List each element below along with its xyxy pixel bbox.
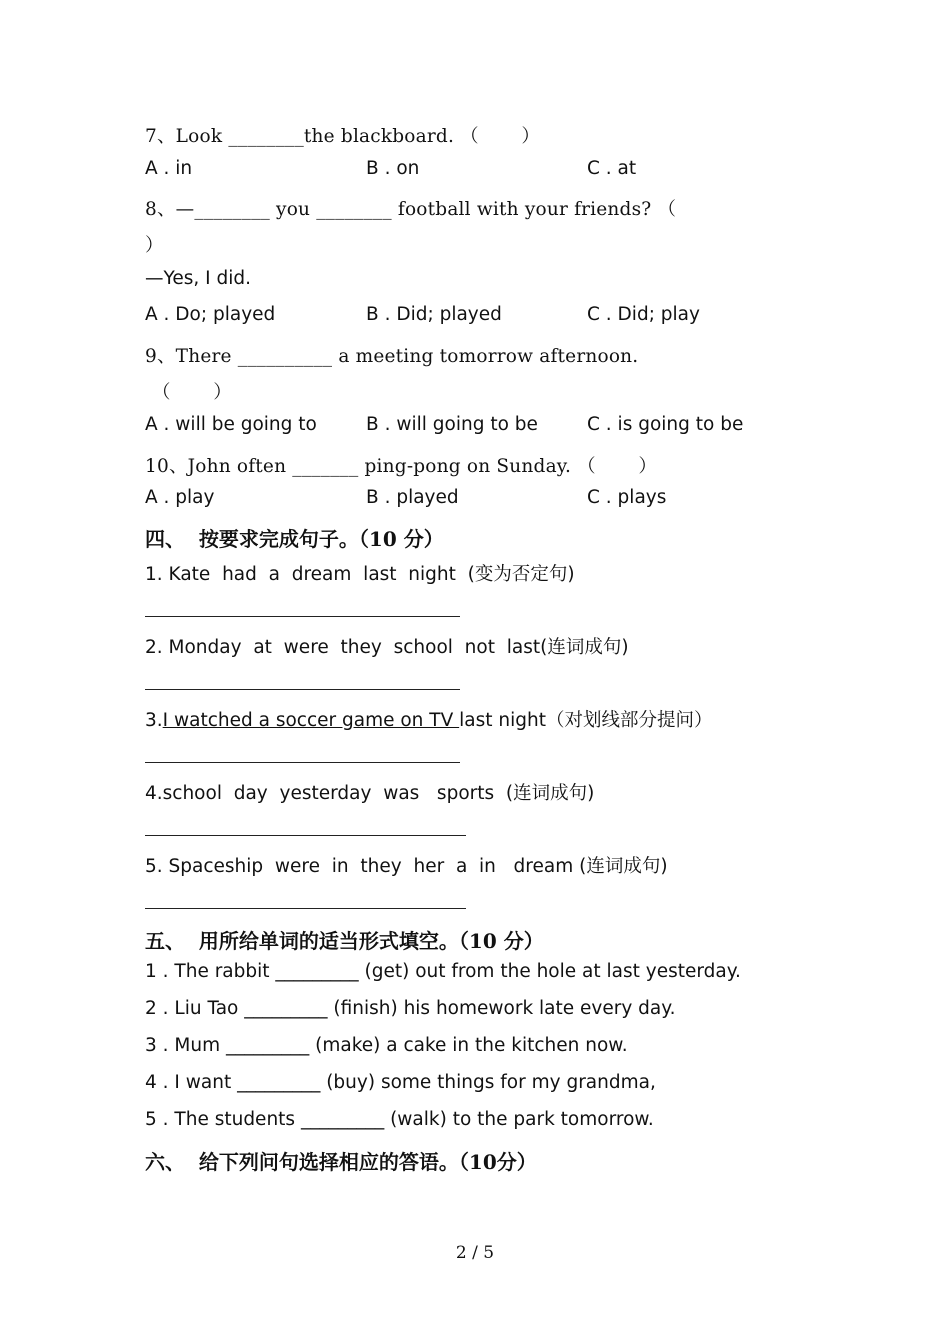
question-10-option-b: B . played [366, 487, 459, 508]
question-8-option-b: B . Did; played [366, 304, 502, 325]
question-8-reply: —Yes, I did. [145, 268, 251, 289]
section-4-item-3-prefix: 3. [145, 710, 163, 731]
section-4-item-3-suffix: last night（对划线部分提问） [459, 710, 713, 731]
question-10-stem: 10、John often _______ ping-pong on Sunday. （ ） [145, 456, 658, 477]
page-number: 2 / 5 [455, 1243, 495, 1263]
answer-line-1 [145, 616, 460, 617]
question-8-option-a: A . Do; played [145, 304, 276, 325]
section-4-item-2: 2. Monday at were they school not last(连词成句) [145, 637, 629, 658]
section-5-title: 五、 用所给单词的适当形式填空。（10 分） [145, 929, 544, 953]
section-6-title: 六、 给下列问句选择相应的答语。（10分） [145, 1150, 537, 1174]
section-5-item-2: 2 . Liu Tao _________ (finish) his homework late every day. [145, 998, 676, 1019]
question-9-stem-continued: （ ） [152, 382, 232, 403]
question-9-option-a: A . will be going to [145, 414, 317, 435]
question-9-option-b: B . will going to be [366, 414, 538, 435]
question-8-stem-continued: ） [145, 235, 164, 256]
answer-line-2 [145, 689, 460, 690]
answer-line-5 [145, 908, 466, 909]
section-5-item-1: 1 . The rabbit _________ (get) out from the hole at last yesterday. [145, 961, 741, 982]
question-8-stem: 8、—________ you ________ football with your friends? （ [145, 199, 677, 220]
question-7-option-c: C . at [587, 158, 637, 179]
answer-line-3 [145, 762, 460, 763]
question-9-option-c: C . is going to be [587, 414, 744, 435]
section-4-item-4: 4.school day yesterday was sports (连词成句) [145, 783, 595, 804]
section-4-item-5: 5. Spaceship were in they her a in dream (连词成句) [145, 856, 668, 877]
section-4-item-3-underlined: I watched a soccer game on TV [162, 710, 460, 731]
section-5-item-4: 4 . I want _________ (buy) some things for my grandma, [145, 1072, 656, 1093]
section-5-item-5: 5 . The students _________ (walk) to the park tomorrow. [145, 1109, 654, 1130]
question-7-option-a: A . in [145, 158, 193, 179]
answer-line-4 [145, 835, 466, 836]
question-7-stem: 7、Look ________the blackboard. （ ） [145, 126, 541, 147]
question-10-option-c: C . plays [587, 487, 667, 508]
section-5-item-3: 3 . Mum _________ (make) a cake in the kitchen now. [145, 1035, 628, 1056]
section-4-item-1: 1. Kate had a dream last night (变为否定句) [145, 564, 575, 585]
section-4-item-3 [145, 706, 712, 732]
section-4-title: 四、 按要求完成句子。（10 分） [145, 527, 444, 551]
question-10-option-a: A . play [145, 487, 215, 508]
question-7-option-b: B . on [366, 158, 420, 179]
question-9-stem: 9、There __________ a meeting tomorrow afternoon. [145, 346, 639, 367]
question-8-option-c: C . Did; play [587, 304, 700, 325]
